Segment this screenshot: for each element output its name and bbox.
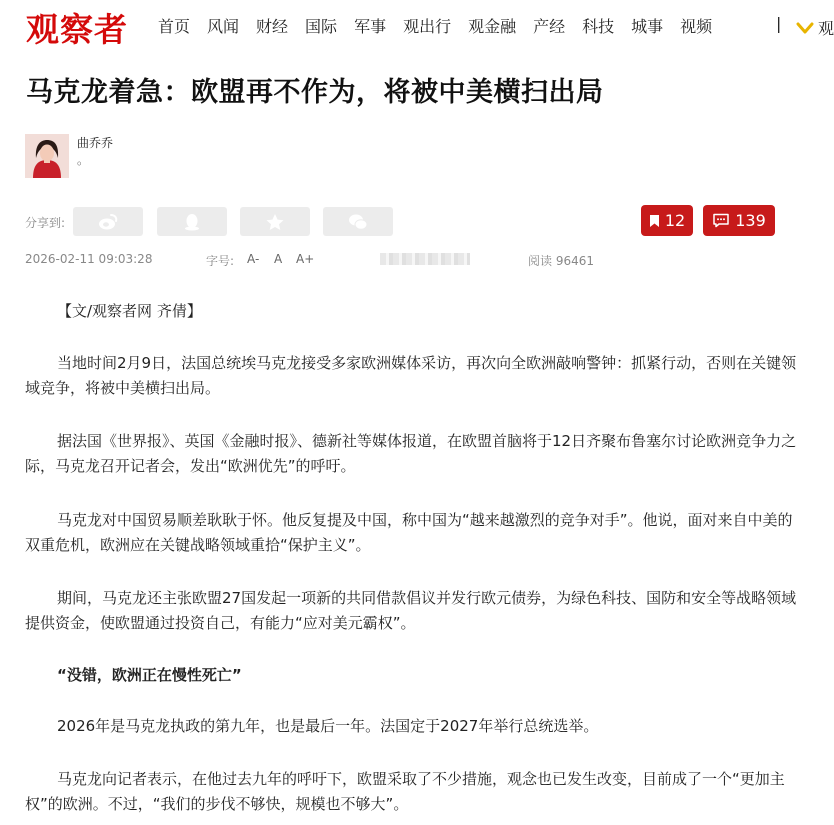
site-logo[interactable]: 观察者 [26, 10, 128, 49]
nav-item-international[interactable]: 国际 [305, 17, 338, 36]
publish-date: 2026-02-11 09:03:28 [25, 252, 153, 266]
share-qzone-button[interactable] [240, 207, 310, 236]
nav-item-home[interactable]: 首页 [158, 17, 191, 36]
article-paragraph: 2026年是马克龙执政的第九年，也是最后一年。法国定于2027年举行总统选举。 [57, 717, 599, 735]
comment-icon [712, 213, 730, 228]
article-paragraph: 据法国《世界报》、英国《金融时报》、德新社等媒体报道，在欧盟首脑将于12日齐聚布鲁塞尔讨论欧洲竞争力之际，马克龙召开记者会，发出“欧洲优先”的呼吁。 [25, 432, 797, 475]
author-name[interactable]: 曲乔乔 [77, 136, 114, 150]
site-header [0, 0, 834, 52]
nav-item-industry[interactable]: 产经 [533, 17, 566, 36]
share-qq-button[interactable] [157, 207, 227, 236]
weibo-icon [98, 213, 118, 231]
comment-button[interactable] [703, 205, 775, 236]
main-nav [158, 14, 729, 37]
nav-separator: | [776, 14, 782, 33]
nav-more-menu[interactable] [796, 16, 834, 39]
nav-item-finance[interactable]: 财经 [256, 17, 289, 36]
nav-item-city[interactable]: 城事 [631, 17, 664, 36]
nav-item-fintech[interactable]: 观金融 [468, 17, 517, 36]
chevron-down-icon [796, 21, 814, 35]
font-decrease-button[interactable]: A- [247, 252, 260, 266]
nav-item-military[interactable]: 军事 [354, 17, 387, 36]
nav-item-video[interactable]: 视频 [680, 17, 713, 36]
nav-more-label: 观 [818, 19, 834, 38]
nav-item-travel[interactable]: 观出行 [403, 17, 452, 36]
article-paragraph: 马克龙对中国贸易顺差耿耿于怀。他反复提及中国，称中国为“越来越激烈的竞争对手”。他说，面对来自中美的双重危机，欧洲应在关键战略领域重拾“保护主义”。 [25, 511, 793, 554]
font-increase-button[interactable]: A+ [296, 252, 315, 266]
author-avatar[interactable] [25, 134, 69, 178]
qq-icon [182, 213, 202, 231]
obscured-source [380, 253, 470, 265]
nav-item-tech[interactable]: 科技 [582, 17, 615, 36]
nav-item-fengwen[interactable]: 风闻 [207, 17, 240, 36]
qzone-icon [265, 213, 285, 231]
bookmark-count: 12 [664, 211, 686, 230]
font-size-label: 字号: [206, 254, 235, 268]
avatar-image [25, 134, 69, 178]
section-heading: “没错，欧洲正在慢性死亡” [57, 666, 242, 684]
comment-count: 139 [735, 211, 766, 230]
font-normal-button[interactable]: A [274, 252, 283, 266]
article-paragraph: 马克龙向记者表示，在他过去九年的呼吁下，欧盟采取了不少措施，观念也已发生改变，目前成了一个“更加主权”的欧洲。不过，“我们的步伐不够快，规模也不够大”。 [25, 770, 785, 813]
share-label: 分享到: [25, 216, 66, 230]
read-count: 阅读 96461 [528, 254, 594, 268]
article-title: 马克龙着急：欧盟再不作为，将被中美横扫出局 [26, 77, 604, 108]
article-paragraph: 当地时间2月9日，法国总统埃马克龙接受多家欧洲媒体采访，再次向全欧洲敲响警钟：抓紧行动，否则在关键领域竞争，将被中美横扫出局。 [25, 354, 797, 397]
share-weibo-button[interactable] [73, 207, 143, 236]
article-paragraph: 期间，马克龙还主张欧盟27国发起一项新的共同借款倡议并发行欧元债券，为绿色科技、国防和安全等战略领域提供资金，使欧盟通过投资自己，有能力“应对美元霸权”。 [25, 589, 797, 632]
share-wechat-button[interactable] [323, 207, 393, 236]
author-subtitle: 。 [77, 153, 90, 167]
bookmark-icon [649, 214, 660, 228]
article-paragraph: 【文/观察者网 齐倩】 [57, 302, 202, 320]
bookmark-button[interactable] [641, 205, 693, 236]
wechat-icon [348, 213, 368, 231]
